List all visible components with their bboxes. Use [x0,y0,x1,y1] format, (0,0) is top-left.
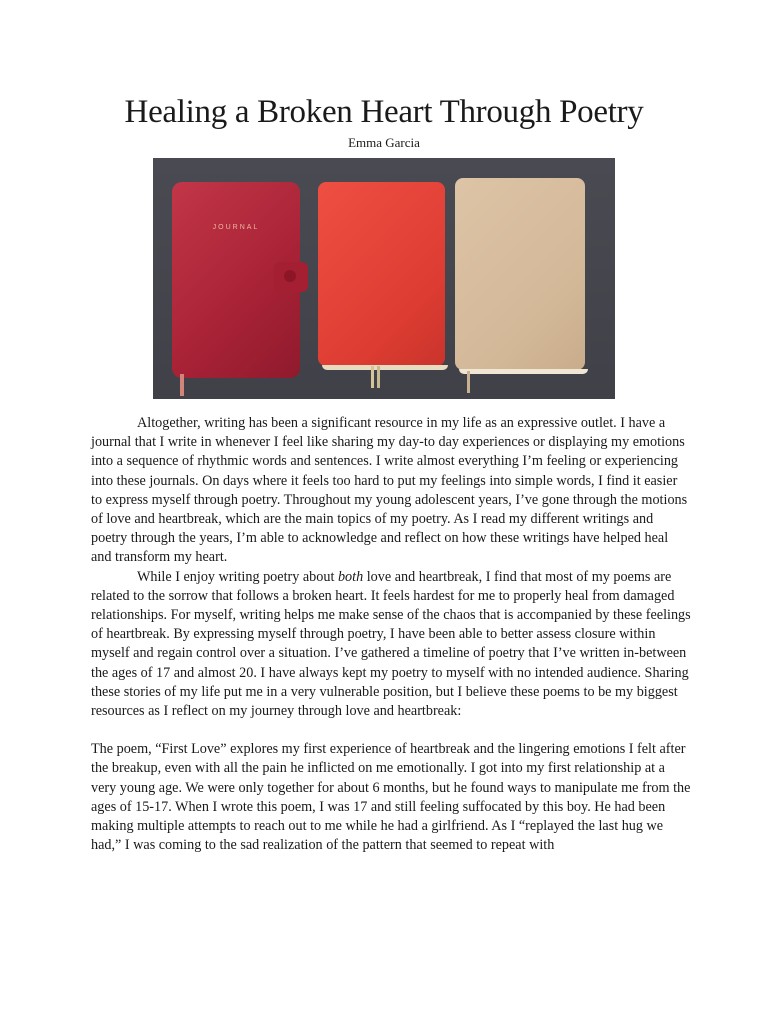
emphasis-word: both [337,568,364,585]
paragraph-2-end: love and heartbreak, I find that most of my poems are related to the sorrow that follows a broken heart. It feels hardest for me to properly heal from damaged relationships. For myself, writing helps me make sense of the chaos that is accompanied by these feelings of heartbreak. By expressing myself through poetry, I have been able to better assess closure within myself and regain control over a situation. I’ve gathered a timeline of poetry that I’ve written in-between the ages of 17 and almost 20. I have always kept my poetry to myself with no intended audience. Sharing these stories of my life put me in a very vulnerable position, but I believe these poems to be my biggest resources as I reflect on my journey through love and heartbreak: [91,568,691,720]
paragraph-1: Altogether, writing has been a significant resource in my life as an expressive outlet. I have a journal that I write in whenever I feel like sharing my day-to day experiences or displaying my emotions into a sequence of rhythmic words and sentences. I write almost everything I’m feeling or experiencing into these journals. On days where it feels too hard to put my feelings into simple words, I find it easier to express myself through poetry. Throughout my young adolescent years, I’ve gone through the motions of love and heartbreak, which are the main topics of my poetry. As I read my different writings and poetry through the years, I’m able to acknowledge and reflect on how these writings have helped heal and transform my heart. [91,415,688,566]
tan-journal [455,178,585,370]
ribbon-bookmark [377,366,380,388]
journal-pages [459,369,588,374]
paragraph-gap [91,721,691,740]
document-title: Healing a Broken Heart Through Poetry [124,94,644,130]
red-leather-journal [172,182,300,378]
paragraph-2-start: While I enjoy writing poetry about [137,568,338,585]
orange-journal [318,182,445,366]
body-text [91,414,691,855]
journals-photo [153,158,615,399]
ribbon-bookmark [467,371,470,393]
journal-pages [322,365,448,370]
paragraph-2 [91,568,691,722]
journal-label: JOURNAL [212,224,260,231]
paragraph-3: The poem, “First Love” explores my first experience of heartbreak and the lingering emotions I felt after the breakup, even with all the pain he inflicted on me emotionally. I got into my first relationship at a very young age. We were only together for about 6 months, but he found ways to manipulate me from the ages of 15-17. When I wrote this poem, I was 17 and still feeling suffocated by this boy. He had been making multiple attempts to reach out to me while he had a girlfriend. As I “replayed the last hug we had,” I was coming to the sad realization of the pattern that seemed to repeat with [91,741,691,854]
ribbon-bookmark [371,366,374,388]
ribbon-bookmark [180,374,184,396]
author-name: Emma Garcia [348,135,420,150]
journal-snap [284,270,296,282]
